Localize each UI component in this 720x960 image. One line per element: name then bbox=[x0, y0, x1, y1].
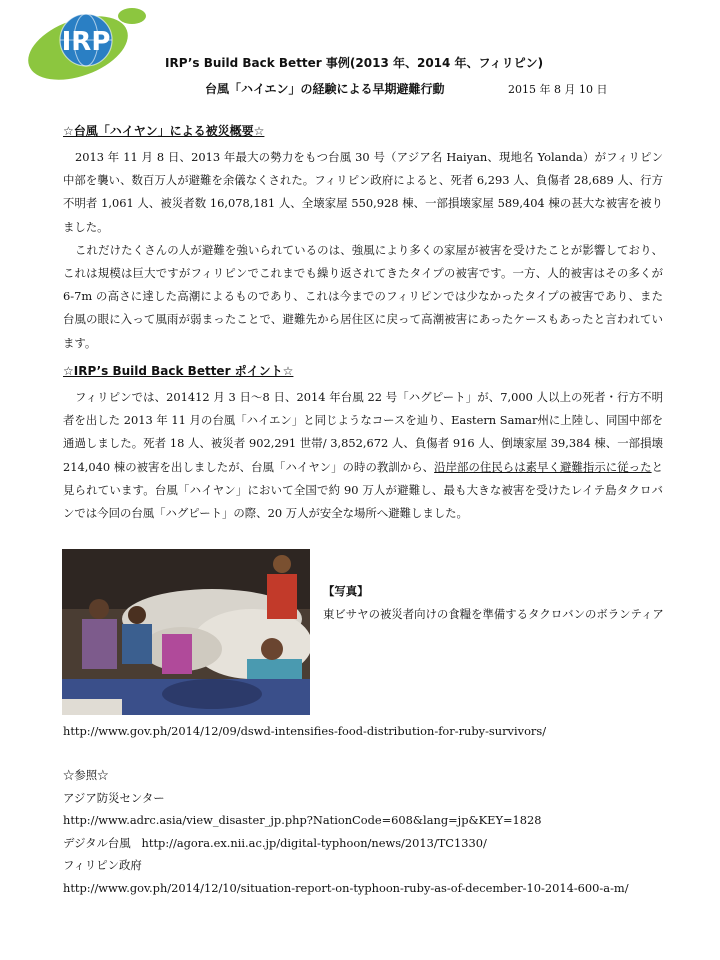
paragraph bbox=[63, 386, 663, 525]
volunteers-photo bbox=[62, 549, 310, 715]
document-title: IRP’s Build Back Better 事例(2013 年、2014 年、フィリピン) bbox=[165, 56, 544, 70]
references-heading: ☆参照☆ bbox=[63, 768, 109, 782]
reference-label: アジア防災センター bbox=[63, 790, 165, 805]
underlined-text: 沿岸部の住民らは素早く避難指示に従った bbox=[434, 459, 652, 474]
section-disaster-overview bbox=[63, 122, 663, 355]
paragraph: これだけたくさんの人が避難を強いられているのは、強風により多くの家屋が被害を受けたことが影響しており、これは規模は巨大ですがフィリピンでこれまでも繰り返されてきたタイプの被害です。一方、人的被害はその多くが 6-7m の高さに達した高潮によるものであり、これは今までのフィリピンでは少なかったタイプの被害であり、また台風の眼に入って風雨が弱まったことで、避難先から居住区に戻って高潮被害にあったケースもあったと言われています。 bbox=[63, 242, 663, 350]
caption-text: 東ビサヤの被災者向けの食糧を準備するタクロバンのボランティア bbox=[323, 607, 664, 621]
logo-text: IRP bbox=[61, 27, 111, 57]
text-span: と見られています。台風「ハイヤン」において全国で約 90 万人が避難し、最も大きな被害を受けたレイテ島タクロバンでは今回の台風「ハグピート」の際、20 万人が安全な場所へ避難しました。 bbox=[63, 459, 663, 521]
section-title: ☆IRP’s Build Back Better ポイント☆ bbox=[63, 364, 294, 378]
reference-link[interactable]: http://www.adrc.asia/view_disaster_jp.php?NationCode=608&lang=jp&KEY=1828 bbox=[63, 813, 542, 828]
reference-label: デジタル台風 bbox=[63, 835, 131, 850]
document-date: 2015 年 8 月 10 日 bbox=[508, 83, 608, 96]
photo-caption bbox=[323, 580, 673, 626]
document-subtitle: 台風「ハイエン」の経験による早期避難行動 bbox=[205, 82, 445, 96]
text-span: フィリピンでは、201412 月 3 日～8 日、2014 年台風 22 号「ハグピート」が、7,000 人以上の死者・行方不明者を出した 2013 年 11 月の台風「ハイエン」と同じようなコースを辿り、Eastern Samar州に上陸し、同国中部を通過しました。死者 18 人、被災者 902,291 世帯/ 3,852,672 人、負傷者 916 人、倒壊家屋 39,384 棟、一部損壊 214,040 棟の被害を出しましたが、台風「ハイヤン」の時の教訓から、 bbox=[63, 390, 663, 474]
caption-title: 【写真】 bbox=[323, 584, 369, 598]
references bbox=[63, 764, 683, 900]
reference-link[interactable]: http://agora.ex.nii.ac.jp/digital-typhoon/news/2013/TC1330/ bbox=[141, 835, 487, 850]
reference-label: フィリピン政府 bbox=[63, 858, 142, 873]
reference-item bbox=[63, 832, 683, 855]
irp-logo bbox=[20, 4, 152, 82]
section-title: ☆台風「ハイヤン」による被災概要☆ bbox=[63, 124, 265, 138]
photo-source-link[interactable]: http://www.gov.ph/2014/12/09/dswd-intensifies-food-distribution-for-ruby-survivors/ bbox=[63, 724, 547, 738]
reference-link[interactable]: http://www.gov.ph/2014/12/10/situation-report-on-typhoon-ruby-as-of-december-10-2014-600-a-m/ bbox=[63, 880, 629, 895]
section-bbb-points bbox=[63, 362, 663, 525]
paragraph: 2013 年 11 月 8 日、2013 年最大の勢力をもつ台風 30 号（アジア名 Haiyan、現地名 Yolanda）がフィリピン中部を襲い、数百万人が避難を余儀なくされた。フィリピン政府によると、死者 6,293 人、負傷者 28,689 人、行方不明者 1,061 人、被災者数 16,078,181 人、全壊家屋 550,928 棟、一部損壊家屋 589,404 棟の甚大な被害を被りました。 bbox=[63, 150, 663, 234]
